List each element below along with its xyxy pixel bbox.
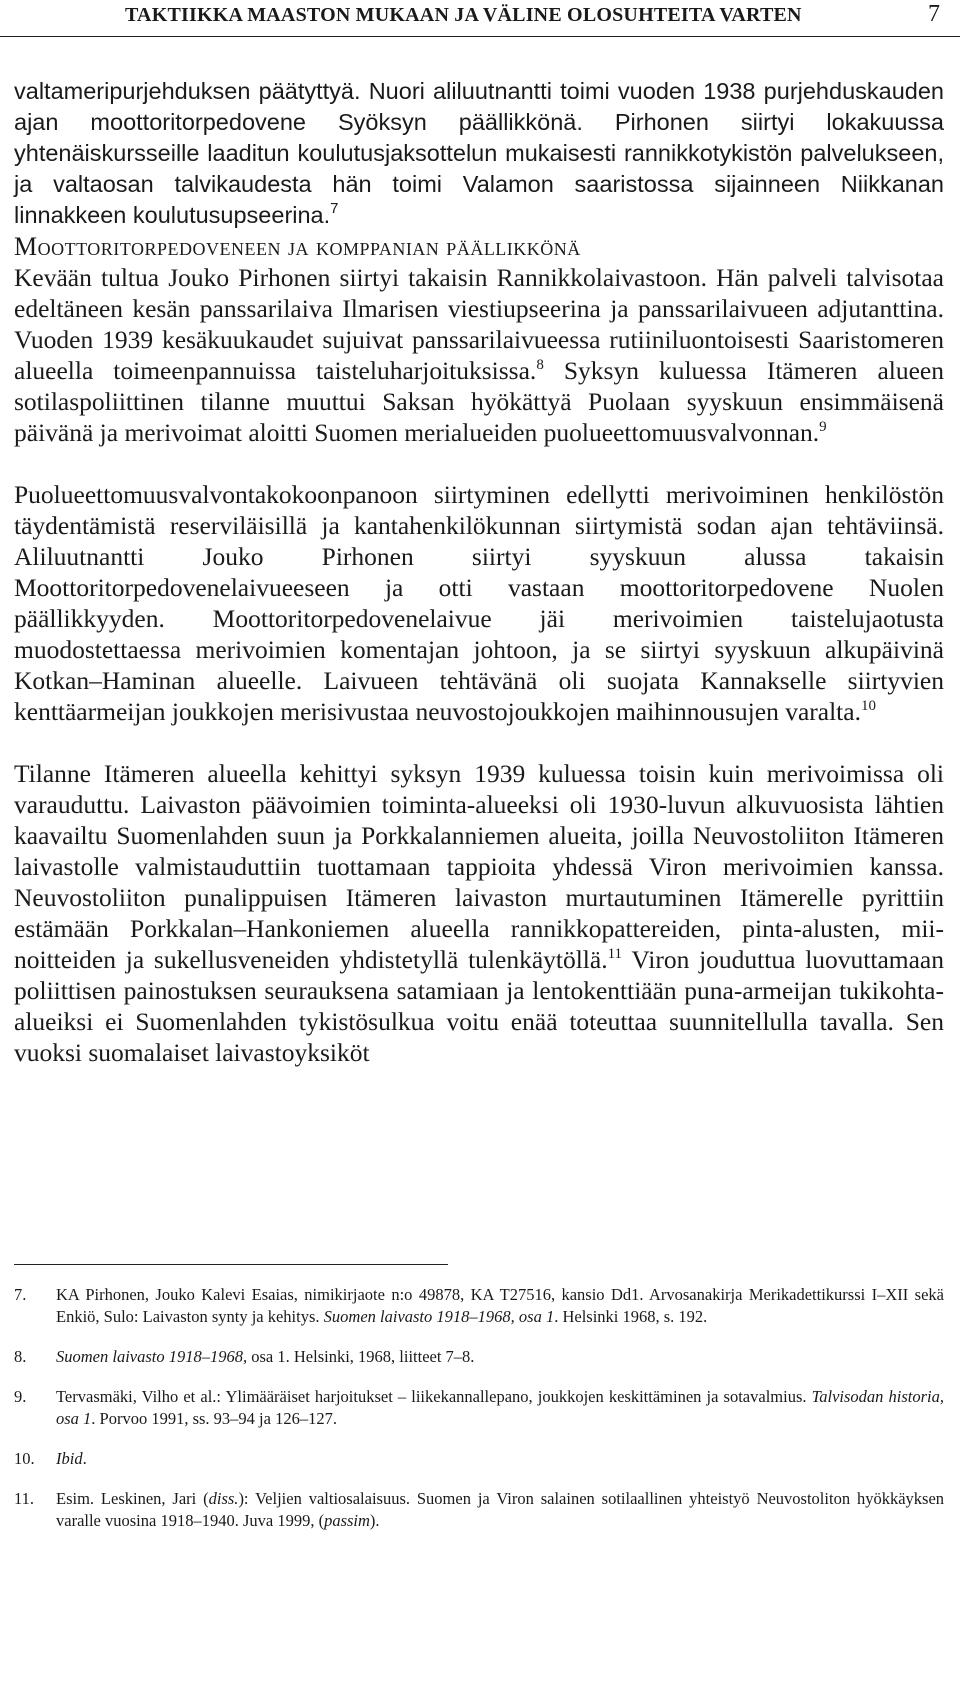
- footnote-italic: passim: [324, 1511, 370, 1530]
- section-heading: Moottoritorpedoveneen ja komppanian päällikkönä: [14, 232, 581, 261]
- footnote-text: Esim. Leskinen, Jari (: [56, 1489, 209, 1508]
- footnote-number: 10.: [14, 1449, 35, 1468]
- footnote-italic: Talvisodan historia, osa 1: [56, 1387, 944, 1428]
- footnote-ref-10[interactable]: 10: [860, 698, 876, 714]
- running-header: [0, 0, 960, 37]
- footnote-number: 8.: [14, 1347, 27, 1366]
- footnote-11: [14, 1488, 944, 1532]
- footnote-8: [14, 1346, 944, 1368]
- footnote-text: KA Pirhonen, Jouko Kalevi Esaias, nimikirjaote n:o 49878, KA T27516, kansio Dd1. Arvosanakirja Merikadettikurssi I–XII sekä Enkiö, Sulo: Laivaston synty ja kehitys.: [56, 1285, 944, 1326]
- paragraph-2-text-a: Kevään tultua Jouko Pirhonen siirtyi takaisin Rannikkolaivastoon. Hän palveli talvisotaa edeltäneen kesän panssarilaiva Ilmarisen viestiupseerina ja panssarilaivueen adjutanttina. Vuoden 1939 kesäkuukaudet sujuivat panssarilaivueessa rutiiniluontoisesti Saaristomeren alueella toimeenpannuissa taisteluharjoituksissa.: [14, 263, 944, 385]
- paragraph-3-text: Puolueettomuusvalvontakokoonpanoon siirtyminen edellytti merivoiminen henkilöstön täydentämistä reserviläisillä ja kantahenkilökunnan siirtymistä sodan ajan tehtäviinsä. Aliluutnantti Jouko Pirhonen siirtyi syyskuun alussa takaisin Moottoritorpedovenelaivueeseen ja otti vastaan moottoritorpedovene Nuolen päällikkyyden. Moottoritorpedovenelaivue jäi merivoimien taistelujaotusta muodostettaessa merivoimien komentajan johtoon, ja se siirtyi syyskuun alkupäivinä Kotkan–Haminan alueelle. Laivueen tehtävänä oli suojata Kannakselle siirtyvien kenttäarmeijan joukkojen merisivustaa neuvostojoukkojen maihinnousujen varalta.: [14, 480, 944, 726]
- footnote-text: . Helsinki 1968, s. 192.: [554, 1307, 708, 1326]
- footnotes: [14, 1284, 944, 1550]
- footnote-text: Tervasmäki, Vilho et al.: Ylimääräiset harjoitukset – liikekannallepano, joukkojen keskittäminen ja sotavalmius.: [56, 1387, 812, 1406]
- page-number: 7: [928, 1, 940, 27]
- paragraph-1-text: valtameripurjehduksen päätyttyä. Nuori aliluutnantti toimi vuoden 1938 purjehduskauden ajan moottoritorpedovene Syöksyn päällikkönä. Pirhonen siirtyi lokakuussa yhtenäiskursseille laaditun koulutusjaksottelun mukaisesti rannikkotykistön palvelukseen, ja valtaosan talvikaudesta hän toimi Valamon saaristossa sijainneen Niikkanan linnakkeen koulutusupseerina.: [14, 78, 944, 228]
- footnote-text: .: [82, 1449, 87, 1468]
- footnote-ref-7[interactable]: 7: [330, 200, 339, 217]
- running-title: TAKTIIKKA MAASTON MUKAAN JA VÄLINE OLOSUHTEITA VARTEN: [125, 4, 802, 26]
- footnote-10: [14, 1448, 944, 1470]
- footnote-text: ).: [369, 1511, 380, 1530]
- footnote-italic: Suomen laivasto 1918–1968, osa 1: [323, 1307, 555, 1326]
- paragraph-4-text-a: Tilanne Itämeren alueella kehittyi syksyn 1939 kuluessa toisin kuin merivoimissa oli varauduttu. Laivaston päävoimien toiminta-alueeksi oli 1930-luvun alkuvuosista lähtien kaavailtu Suomenlahden suun ja Porkkalanniemen alueita, joilla Neuvostoliiton Itämeren laivastolle valmistauduttiin tuottamaan tappioita yhdessä Viron merivoimien kanssa. Neuvostoliiton punalippuisen Itämeren laivaston murtautuminen Itämerelle pyrittiin estämään Porkkalan–Hankoniemen alueella rannikkopattereiden, pinta-alusten, miinoitteiden ja sukellusveneiden yhdistetyllä tulenkäytöllä.: [14, 759, 944, 974]
- footnote-text: , osa 1. Helsinki, 1968, liitteet 7–8.: [243, 1347, 475, 1366]
- footnote-ref-8[interactable]: 8: [536, 357, 544, 373]
- footnote-ref-11[interactable]: 11: [607, 946, 623, 962]
- paragraph-4-text-b: Viron jouduttua luovuttamaan poliittisen painostuksen seurauksena satamiaan ja lentokenttiään puna-armeijan tukikohta-alueiksi ei Suomenlahden tykistösulkua voitu enää toteuttaa suunnitellulla tavalla. Sen vuoksi suomalaiset laivastoyksiköt: [14, 945, 944, 1067]
- footnote-ref-9[interactable]: 9: [819, 419, 827, 435]
- footnote-italic: Ibid: [56, 1449, 83, 1468]
- footnote-italic: diss.: [208, 1489, 239, 1508]
- footnote-text: . Porvoo 1991, ss. 93–94 ja 126–127.: [91, 1409, 337, 1428]
- footnote-italic: Suomen laivasto 1918–1968: [56, 1347, 243, 1366]
- footnote-number: 7.: [14, 1285, 27, 1304]
- paragraph-2-text-b: Syksyn kuluessa Itämeren alueen sotilaspoliittinen tilanne muuttui Saksan hyökättyä Puolaan syyskuun ensimmäisenä päivänä ja merivoimat aloitti Suomen merialueiden puolueettomuusvalvonnan.: [14, 356, 944, 447]
- paragraph-2: [14, 262, 944, 448]
- footnote-7: [14, 1284, 944, 1328]
- main-text: [14, 76, 944, 1068]
- footnote-number: 11.: [14, 1489, 35, 1508]
- paragraph-1: [14, 76, 944, 231]
- paragraph-4: [14, 758, 944, 1068]
- footnote-number: 9.: [14, 1387, 27, 1406]
- footnote-9: [14, 1386, 944, 1430]
- footnote-text: ): Veljien valtiosalaisuus. Suomen ja Viron salainen sotilaallinen yhteistyö Neuvostoliton hyökkäyksen varalle vuosina 1918–1940. Juva 1999, (: [56, 1489, 945, 1530]
- paragraph-3: [14, 479, 944, 727]
- footnote-divider: [14, 1264, 448, 1265]
